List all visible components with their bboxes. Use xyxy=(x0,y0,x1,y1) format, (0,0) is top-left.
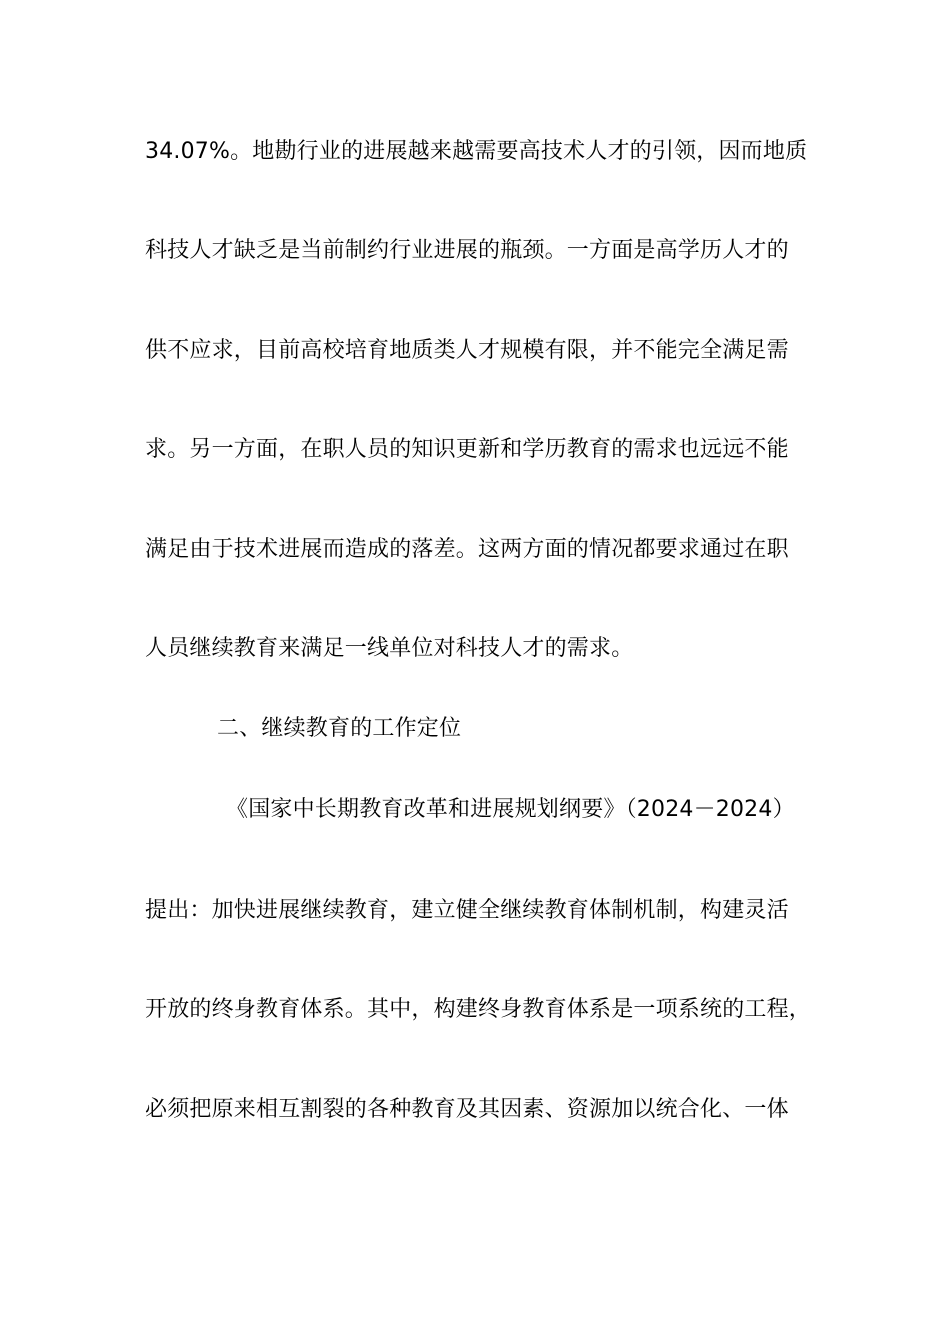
paragraph-line: 人员继续教育来满足一线单位对科技人才的需求。 xyxy=(145,636,634,661)
paragraph-line: 开放的终身教育体系。其中，构建终身教育体系是一项系统的工程， xyxy=(145,997,812,1022)
section-heading: 二、继续教育的工作定位 xyxy=(217,716,462,741)
paragraph-line: 科技人才缺乏是当前制约行业进展的瓶颈。一方面是高学历人才的 xyxy=(145,238,789,263)
paragraph-line: 必须把原来相互割裂的各种教育及其因素、资源加以统合化、一体 xyxy=(145,1097,789,1122)
paragraph-line: 《国家中长期教育改革和进展规划纲要》（2024－2024） xyxy=(226,797,795,822)
paragraph-line: 提出：加快进展继续教育，建立健全继续教育体制机制，构建灵活 xyxy=(145,898,789,923)
paragraph-line: 求。另一方面，在职人员的知识更新和学历教育的需求也远远不能 xyxy=(145,437,789,462)
paragraph-line: 满足由于技术进展而造成的落差。这两方面的情况都要求通过在职 xyxy=(145,537,789,562)
paragraph-line: 供不应求，目前高校培育地质类人才规模有限，并不能完全满足需 xyxy=(145,338,789,363)
paragraph-line: 34.07%。地勘行业的进展越来越需要高技术人才的引领，因而地质 xyxy=(145,139,808,164)
